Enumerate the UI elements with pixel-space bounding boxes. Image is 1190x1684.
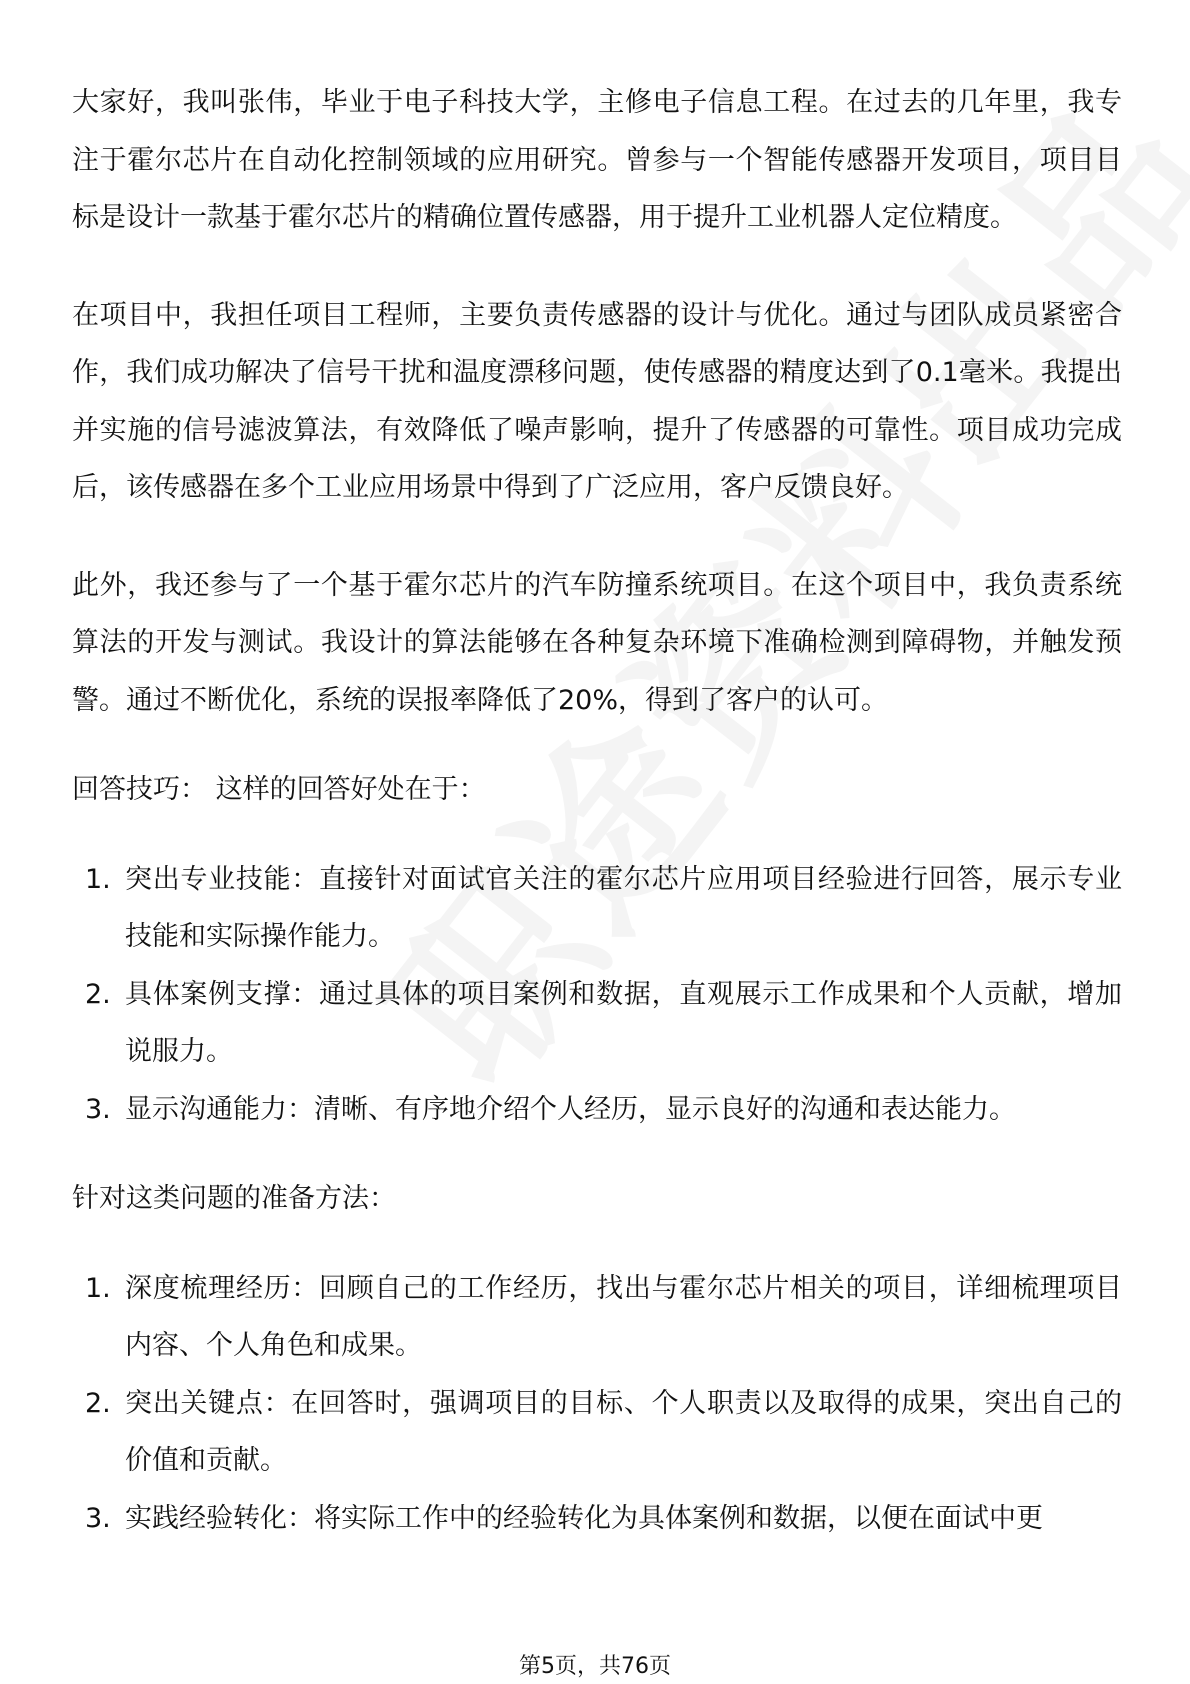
list-item-text: 显示沟通能力：清晰、有序地介绍个人经历，显示良好的沟通和表达能力。 — [125, 1093, 1016, 1125]
prep-heading: 针对这类问题的准备方法： — [72, 1183, 396, 1214]
list-item-text: 具体案例支撑：通过具体的项目案例和数据，直观展示工作成果和个人贡献，增加说服力。 — [125, 978, 1122, 1067]
list-number: 3. — [85, 1093, 111, 1125]
document-body — [72, 74, 1122, 1547]
prep-list — [72, 1260, 1122, 1548]
tips-list — [72, 851, 1122, 1139]
list-number: 2. — [85, 978, 111, 1010]
list-number: 3. — [85, 1502, 111, 1534]
list-item — [72, 1081, 1122, 1139]
list-item — [72, 851, 1122, 966]
list-item — [72, 1260, 1122, 1375]
list-item-text: 突出关键点：在回答时，强调项目的目标、个人职责以及取得的成果，突出自己的价值和贡献。 — [125, 1387, 1122, 1476]
list-item-text: 深度梳理经历：回顾自己的工作经历，找出与霍尔芯片相关的项目，详细梳理项目内容、个人角色和成果。 — [125, 1272, 1122, 1361]
additional-project-paragraph: 此外，我还参与了一个基于霍尔芯片的汽车防撞系统项目。在这个项目中，我负责系统算法的开发与测试。我设计的算法能够在各种复杂环境下准确检测到障碍物，并触发预警。通过不断优化，系统的误报率降低了20%，得到了客户的认可。 — [72, 569, 1122, 716]
list-item — [72, 1375, 1122, 1490]
tips-heading: 回答技巧： 这样的回答好处在于： — [72, 774, 486, 805]
list-number: 2. — [85, 1387, 111, 1419]
list-number: 1. — [85, 1272, 111, 1304]
project-paragraph: 在项目中，我担任项目工程师，主要负责传感器的设计与优化。通过与团队成员紧密合作，我们成功解决了信号干扰和温度漂移问题，使传感器的精度达到了0.1毫米。我提出并实施的信号滤波算法，有效降低了噪声影响，提升了传感器的可靠性。项目成功完成后，该传感器在多个工业应用场景中得到了广泛应用，客户反馈良好。 — [72, 299, 1122, 503]
list-item — [72, 966, 1122, 1081]
list-number: 1. — [85, 863, 111, 895]
list-item-text: 突出专业技能：直接针对面试官关注的霍尔芯片应用项目经验进行回答，展示专业技能和实际操作能力。 — [125, 863, 1122, 952]
list-item-text: 实践经验转化：将实际工作中的经验转化为具体案例和数据，以便在面试中更 — [125, 1502, 1043, 1534]
page-number-footer: 第5页，共76页 — [519, 1654, 671, 1679]
list-item — [72, 1490, 1122, 1548]
intro-paragraph: 大家好，我叫张伟，毕业于电子科技大学，主修电子信息工程。在过去的几年里，我专注于霍尔芯片在自动化控制领域的应用研究。曾参与一个智能传感器开发项目，项目目标是设计一款基于霍尔芯片的精确位置传感器，用于提升工业机器人定位精度。 — [72, 87, 1122, 233]
